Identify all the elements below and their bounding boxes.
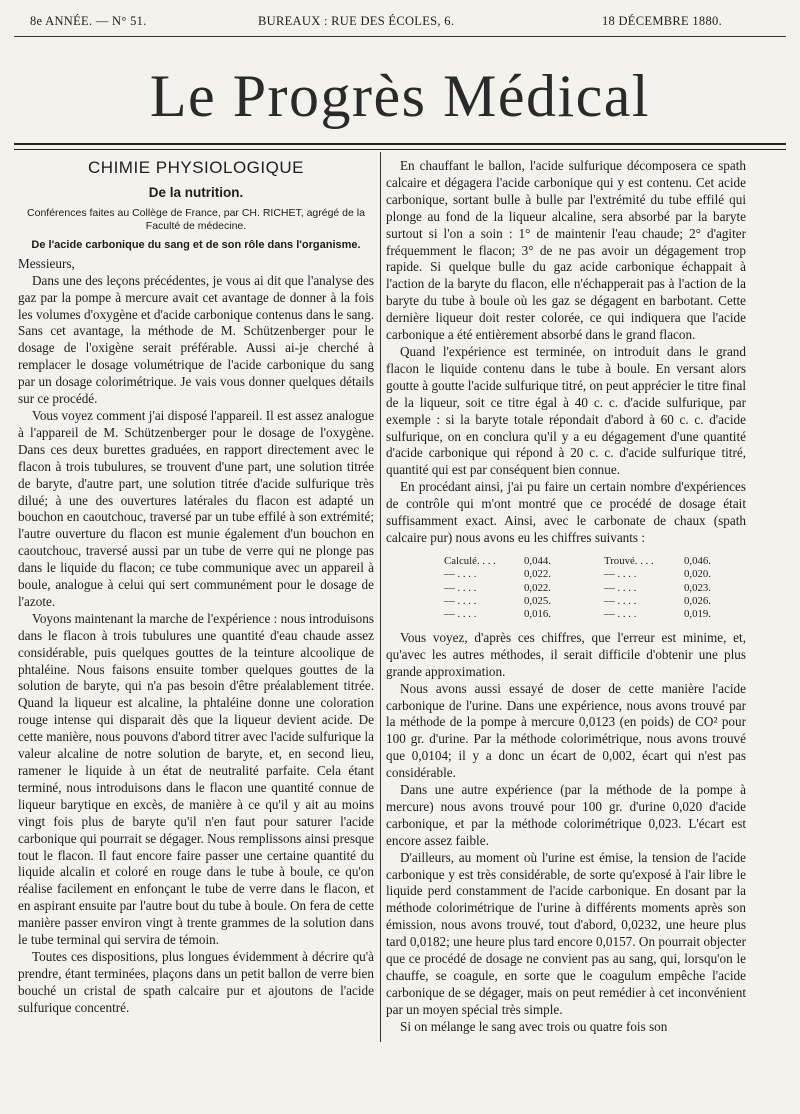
paragraph: Vous voyez, d'après ces chiffres, que l'erreur est minime, et, qu'avec les autres méthodes, il serait difficile d'obtenir une plus grande approximation. [386, 629, 746, 679]
calculated-value: 0,022. [524, 581, 551, 594]
table-row [444, 608, 711, 621]
masthead-rule [14, 36, 786, 37]
office-address: BUREAUX : RUE DES ÉCOLES, 6. [258, 14, 455, 28]
found-value: 0,026. [684, 595, 711, 608]
table-row [444, 582, 711, 595]
left-column [18, 158, 374, 1017]
found-value: 0,020. [684, 568, 711, 581]
table-row [444, 555, 711, 568]
edition-number: 8e ANNÉE. — N° 51. [30, 14, 147, 28]
calculated-value: 0,022. [524, 568, 551, 581]
article-subject: De la nutrition. [148, 184, 244, 200]
salutation: Messieurs, [18, 255, 75, 271]
table-row [444, 595, 711, 608]
calculated-value: 0,044. [524, 554, 551, 567]
calculated-label: — . . . . [444, 608, 477, 621]
calculated-value: 0,016. [524, 608, 551, 621]
calculated-label: — . . . . [444, 568, 477, 581]
calculated-label: Calculé. . . . [444, 554, 496, 567]
paragraph: En procédant ainsi, j'ai pu faire un certain nombre d'expériences de contrôle qui m'ont montré que ce procédé de dosage était suffisamment exact. Ainsi, avec le carbonate de chaux (spath calcaire pur) nous avons eu les chiffres suivants : [386, 479, 746, 545]
section-heading: CHIMIE PHYSIOLOGIQUE [88, 158, 304, 177]
paragraph: Nous avons aussi essayé de doser de cette manière l'acide carbonique de l'urine. Dans une expérience, nous avons trouvé par la méthode de la pompe à mercure 0,0123 (en poids) de CO² pour 100 gr. d'urine. Par la méthode colorimétrique, nous avons trouvé que 0,0104; il y a donc un écart de 0,002, écart qui n'est pas considérable. [386, 680, 746, 781]
results-table [386, 555, 746, 622]
calculated-label: — . . . . [444, 581, 477, 594]
title-rule-thick [14, 143, 786, 145]
paragraph: En chauffant le ballon, l'acide sulfurique décomposera ce spath calcaire et dégagera l'acide carbonique qui y est contenu. Cet acide carbonique, sortant bulle à bulle par l'extrémité du tube effilé qui plonge au fond de la liqueur alcaline, sera absorbé par la baryte surtout si l'on a soin : 1° de maintenir l'eau chaude; 2° d'agiter fréquemment le flacon; 3° de ne pas avoir un dégagement trop rapide. Si quelque bulle du gaz acide carbonique échappait à l'action de la baryte du flacon, elle n'échapperait pas à l'action de la baryte du tube à boule où les gaz se dégagent en barbotant. Cette dernière liqueur doit rester colorée, ce qui indiquera que l'acide carbonique a été entièrement absorbé dans le grand flacon. [386, 158, 746, 343]
paragraph: Dans une des leçons précédentes, je vous ai dit que l'analyse des gaz par la pompe à mercure avait cet avantage de donner à la fois les volumes d'oxygène et d'acide carbonique contenus dans le sang. Sans cet avantage, la méthode de M. Schützenberger pour le dosage de l'oxigène serait préférable. Aussi ai-je cherché à remplacer le dosage volumétrique de l'acide carbonique du sang par un dosage colorimétrique. Je vais vous donner quelques détails sur ce procédé. [18, 272, 374, 407]
found-label: — . . . . [604, 595, 637, 608]
paragraph: Vous voyez comment j'ai disposé l'appareil. Il est assez analogue à l'appareil de M. Schützenberger pour le dosage de l'oxygène. Dans ces deux burettes graduées, en rapport directement avec le flacon à trois tubulures, se trouvent d'une part, une solution titrée de baryte, d'autre part, une solution titrée d'acide sulfurique très dilué; à une des ouvertures latérales du flacon est adapté un bouchon en caoutchouc, traversé par un tube effilé à son extrémité; l'autre ouverture du flacon est munie également d'un bouchon en caoutchouc, traversé aussi par un tube de verre qui ne plonge pas dans le liquide du flacon; ce tube communique avec un appareil à boule, analogue à celui qui sert communément pour le dosage de l'azote. [18, 407, 374, 609]
found-label: — . . . . [604, 608, 637, 621]
found-value: 0,023. [684, 581, 711, 594]
issue-date: 18 DÉCEMBRE 1880. [601, 14, 722, 28]
paragraph: Quand l'expérience est terminée, on introduit dans le grand flacon le liquide contenu dans le tube à boule. En versant alors goutte à goutte l'acide sulfurique titré, on peut apprécier le titre final de la liqueur, soit ce titre égal à 40 c. c. d'acide sulfurique, par exemple : si la baryte totale répondait d'abord à 60 c. c. d'acide sulfurique, on en conclura qu'il y a eu dégagement d'une quantité d'acide carbonique qui répond à 20 c. c. d'acide sulfurique titré, quantité qui est par conséquent bien connue. [386, 343, 746, 478]
calculated-label: — . . . . [444, 595, 477, 608]
right-column [386, 158, 746, 1036]
newspaper-title: Le Progrès Médical [149, 63, 651, 129]
found-value: 0,019. [684, 608, 711, 621]
paragraph: Si on mélange le sang avec trois ou quatre fois son [400, 1018, 668, 1034]
found-label: — . . . . [604, 568, 637, 581]
title-rule-thin [14, 149, 786, 150]
paragraph: D'ailleurs, au moment où l'urine est émise, la tension de l'acide carbonique y est très considérable, de sorte qu'exposé à l'air libre le liquide perd constamment de l'acide carbonique. En dosant par la méthode colorimétrique de l'urine à différents moments après son émission, nous avons trouvé, tout d'abord, 0,0232, une heure plus tard 0,0182; une heure plus tard encore 0,0157. On pourrait objecter que ce procédé de dosage ne convient pas au sang, qui, lorsqu'on le chauffe, se coagule, en sorte que le coagulum empêche l'acide carbonique de se dégager, mais on peut remédier à cet inconvénient par un moyen spécial très simple. [386, 849, 746, 1017]
column-divider [380, 152, 381, 1042]
article-byline: Conférences faites au Collège de France, par CH. RICHET, agrégé de la Faculté de médecine. [27, 206, 365, 232]
found-value: 0,046. [684, 554, 711, 567]
paragraph: Dans une autre expérience (par la méthode de la pompe à mercure) nous avons trouvé pour 100 gr. d'urine 0,020 d'acide carbonique, et par la méthode colorimétrique 0,023. L'écart est encore assez faible. [386, 782, 746, 848]
found-label: — . . . . [604, 581, 637, 594]
calculated-value: 0,025. [524, 595, 551, 608]
found-label: Trouvé. . . . [604, 554, 654, 567]
paragraph: Toutes ces dispositions, plus longues évidemment à décrire qu'à prendre, étant terminées, plaçons dans un petit ballon de verre bien bouché un cristal de spath calcaire pur et ajoutons de l'acide sulfurique concentré. [18, 948, 374, 1015]
paragraph: Voyons maintenant la marche de l'expérience : nous introduisons dans le flacon à trois tubulures une quantité d'eau chaude assez considérable, puis quelques gouttes de la teinture alcoolique de phtaléine. Nous faisons ensuite tomber quelques gouttes de la solution de baryte, qui n'a pas besoin d'être préalablement titrée. Quand la liqueur est alcaline, la phtaléine donne une coloration rouge intense qui disparait dès que la liqueur devient acide. De cette manière, nous pouvons d'abord titrer avec l'acide sulfurique la valeur alcaline de notre solution de baryte, et, en second lieu, ramener le liquide à un état de neutralité parfaite. Cela étant terminé, nous introduisons dans le flacon une quantité connue de liqueur barytique en excès, de manière à ce qu'il y ait au moins vingt fois plus de baryte qu'il n'en faut pour saturer l'acide carbonique qui pourrait se dégager. Nous remplissons ainsi presque tout le flacon. Il faut encore faire passer une certaine quantité du liquide alcalin et coloré en rouge dans le tube à boule, ce qu'on réalise facilement en enfonçant le tube de verre dans le flacon, et en aspirant ensuite par l'autre bout du tube à boule. On fera de cette manière passer environ vingt à trente grammes de la solution dans le tube terminal qui servira de témoin. [18, 610, 374, 948]
lecture-title: De l'acide carbonique du sang et de son rôle dans l'organisme. [31, 238, 361, 251]
table-row [444, 568, 711, 581]
